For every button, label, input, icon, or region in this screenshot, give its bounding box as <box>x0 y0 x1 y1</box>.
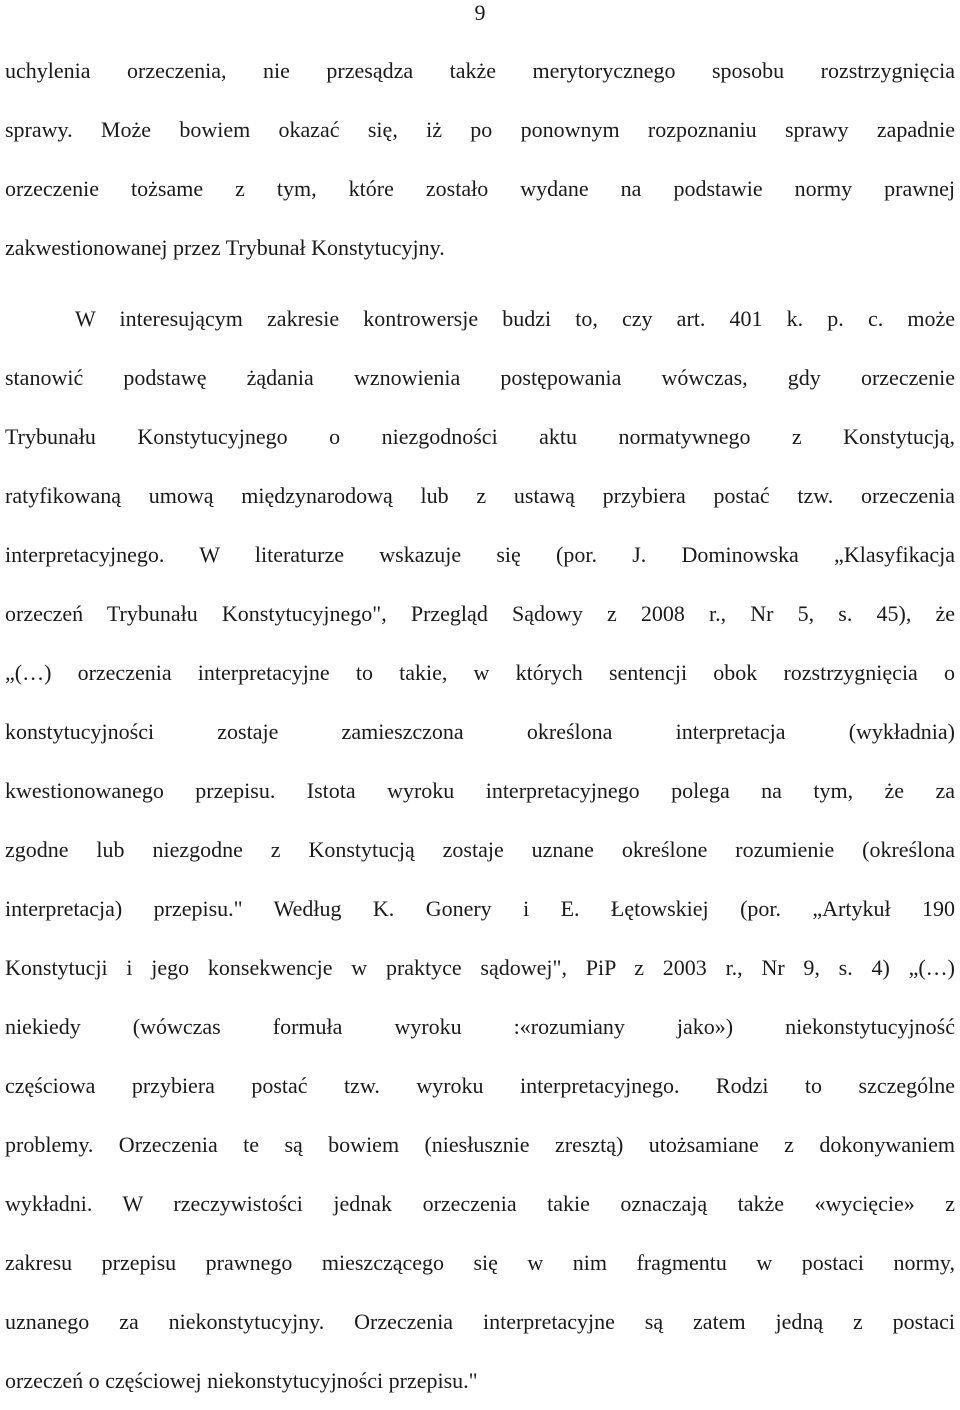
text-line: orzeczeń Trybunału Konstytucyjnego", Przegląd Sądowy z 2008 r., Nr 5, s. 45), że <box>5 601 955 626</box>
text-line: orzeczenie tożsame z tym, które zostało wydane na podstawie normy prawnej <box>5 176 955 201</box>
text-line: uchylenia orzeczenia, nie przesądza także merytorycznego sposobu rozstrzygnięcia <box>5 58 955 83</box>
text-line: wykładni. W rzeczywistości jednak orzeczenia takie oznaczają także «wycięcie» z <box>5 1191 955 1216</box>
text-line: zakwestionowanej przez Trybunał Konstytucyjny. <box>5 235 445 260</box>
page-number: 9 <box>474 0 486 25</box>
paragraph-1 <box>5 41 955 277</box>
text-line: konstytucyjności zostaje zamieszczona określona interpretacja (wykładnia) <box>5 719 955 744</box>
text-line: Trybunału Konstytucyjnego o niezgodności aktu normatywnego z Konstytucją, <box>5 424 955 449</box>
text-line: stanowić podstawę żądania wznowienia postępowania wówczas, gdy orzeczenie <box>5 365 955 390</box>
paragraph-2 <box>5 289 955 1410</box>
text-line: Konstytucji i jego konsekwencje w praktyce sądowej", PiP z 2003 r., Nr 9, s. 4) „(…) <box>5 955 955 980</box>
text-line: zgodne lub niezgodne z Konstytucją zostaje uznane określone rozumienie (określona <box>5 837 955 862</box>
text-line: sprawy. Może bowiem okazać się, iż po ponownym rozpoznaniu sprawy zapadnie <box>5 117 955 142</box>
text-line: problemy. Orzeczenia te są bowiem (niesłusznie zresztą) utożsamiane z dokonywaniem <box>5 1132 955 1157</box>
text-line: kwestionowanego przepisu. Istota wyroku interpretacyjnego polega na tym, że za <box>5 778 955 803</box>
text-line: orzeczeń o częściowej niekonstytucyjności przepisu." <box>5 1368 478 1393</box>
text-line: częściowa przybiera postać tzw. wyroku interpretacyjnego. Rodzi to szczególne <box>5 1073 955 1098</box>
text-line: uznanego za niekonstytucyjny. Orzeczenia interpretacyjne są zatem jedną z postaci <box>5 1309 955 1334</box>
text-line: zakresu przepisu prawnego mieszczącego się w nim fragmentu w postaci normy, <box>5 1250 955 1275</box>
text-line: interpretacyjnego. W literaturze wskazuje się (por. J. Dominowska „Klasyfikacja <box>5 542 955 567</box>
text-line: W interesującym zakresie kontrowersje budzi to, czy art. 401 k. p. c. może <box>75 306 955 331</box>
text-line: interpretacja) przepisu." Według K. Gonery i E. Łętowskiej (por. „Artykuł 190 <box>5 896 955 921</box>
text-line: niekiedy (wówczas formuła wyroku :«rozumiany jako») niekonstytucyjność <box>5 1014 955 1039</box>
text-line: ratyfikowaną umową międzynarodową lub z ustawą przybiera postać tzw. orzeczenia <box>5 483 955 508</box>
text-line: „(…) orzeczenia interpretacyjne to takie, w których sentencji obok rozstrzygnięcia o <box>5 660 955 685</box>
